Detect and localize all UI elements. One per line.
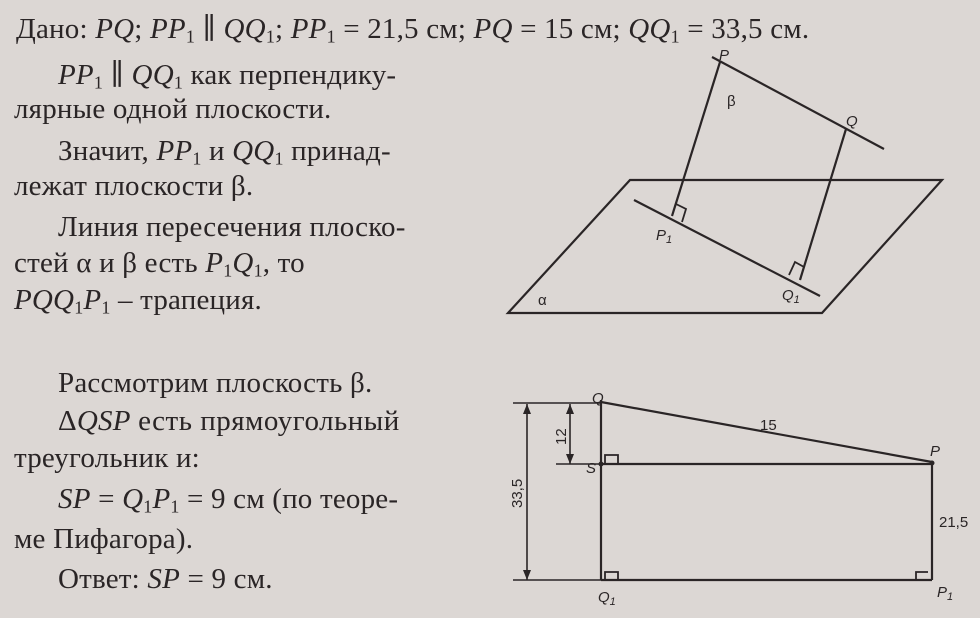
beta: β xyxy=(230,170,246,202)
sub: 1 xyxy=(170,496,180,517)
sub: 1 xyxy=(93,72,104,93)
text: как перпендику- xyxy=(190,59,397,91)
sub: 1 xyxy=(670,26,680,47)
qq1: QQ xyxy=(232,135,275,167)
sub: 1 xyxy=(192,148,202,169)
parallel-symbol: ∥ xyxy=(202,13,217,45)
arrow-qs-top xyxy=(566,404,574,414)
parallel-symbol: ∥ xyxy=(110,59,125,91)
q1-letter: Q xyxy=(782,287,794,304)
sub: 1 xyxy=(143,496,153,517)
text: и xyxy=(99,247,115,279)
right-angle-s xyxy=(605,455,618,464)
p1: P xyxy=(83,284,102,316)
text: = 9 см (по теоре- xyxy=(187,483,399,515)
given-pq-value: = 15 см; xyxy=(520,13,621,45)
sub: 1 xyxy=(74,297,84,318)
pp1: PP xyxy=(156,135,193,167)
arrow-qq1-bottom xyxy=(523,570,531,580)
sep: ; xyxy=(134,13,143,45)
label-len-pp1: 21,5 xyxy=(939,514,969,531)
p1: P xyxy=(152,483,171,515)
pp1: PP xyxy=(58,59,94,91)
p1-letter: P xyxy=(937,584,948,601)
text: = xyxy=(98,483,115,515)
given-label: Дано: xyxy=(16,13,88,45)
q1: Q xyxy=(122,483,144,515)
given-qq1-value: = 33,5 см. xyxy=(687,13,810,45)
given-qq1-len: QQ xyxy=(628,13,671,45)
pqq1: PQQ xyxy=(14,284,75,316)
given-pq-len: PQ xyxy=(473,13,513,45)
beta: β xyxy=(350,367,365,399)
label-p: P xyxy=(719,47,730,64)
arrow-qs-bottom xyxy=(566,454,574,464)
text: и xyxy=(208,135,225,167)
text: есть прямоугольный xyxy=(138,405,400,437)
text: треугольник и: xyxy=(14,442,200,474)
given-pp1-value: = 21,5 см; xyxy=(343,13,467,45)
text: лежат плоскости xyxy=(14,170,224,202)
text: . xyxy=(364,367,373,399)
p1-letter: P xyxy=(656,227,667,244)
qsp: QSP xyxy=(76,405,131,437)
sub: 1 xyxy=(666,234,673,246)
given-pq: PQ xyxy=(95,13,135,45)
q1: Q xyxy=(232,247,254,279)
label-p: P xyxy=(930,443,941,460)
text: – трапеция. xyxy=(117,284,262,316)
sub: 1 xyxy=(223,260,233,281)
sub: 1 xyxy=(326,26,336,47)
text: Линия пересечения плоско- xyxy=(58,211,406,243)
text: = 9 см. xyxy=(187,563,273,595)
sub: 1 xyxy=(185,26,195,47)
text: лярные одной плоскости. xyxy=(14,93,332,125)
point-s xyxy=(599,462,604,467)
given-pp1-len: PP xyxy=(290,13,327,45)
beta: β xyxy=(122,247,138,279)
label-s: S xyxy=(586,460,597,477)
right-angle-p1 xyxy=(916,572,928,580)
alpha: α xyxy=(76,247,92,279)
label-len-qs: 12 xyxy=(553,428,570,445)
text: , то xyxy=(262,247,305,279)
text: Рассмотрим плоскость xyxy=(58,367,343,399)
sub: 1 xyxy=(265,26,275,47)
right-angle-q1 xyxy=(605,572,618,580)
arrowheads xyxy=(523,404,935,580)
sub: 1 xyxy=(101,297,111,318)
delta: Δ xyxy=(58,405,77,437)
text: . xyxy=(245,170,254,202)
p1: P xyxy=(205,247,224,279)
label-len-qq1: 33,5 xyxy=(509,478,526,508)
label-q: Q xyxy=(846,113,858,130)
label-p1 xyxy=(937,584,953,603)
text: ме Пифагора). xyxy=(14,523,194,555)
sp: SP xyxy=(58,483,91,515)
arrow-qq1-top xyxy=(523,404,531,414)
text: принад- xyxy=(291,135,391,167)
given-qq1: QQ xyxy=(223,13,266,45)
sub: 1 xyxy=(947,591,954,603)
label-beta: β xyxy=(727,93,736,110)
text: Ответ: xyxy=(58,563,140,595)
point-p xyxy=(930,461,935,466)
qq1: QQ xyxy=(131,59,174,91)
sub: 1 xyxy=(253,260,263,281)
sub: 1 xyxy=(609,596,616,608)
text: Значит, xyxy=(58,135,150,167)
label-alpha: α xyxy=(538,292,547,309)
sub: 1 xyxy=(173,72,184,93)
sep: ; xyxy=(275,13,284,45)
label-q: Q xyxy=(592,390,604,407)
sub: 1 xyxy=(793,294,800,306)
sp: SP xyxy=(147,563,181,595)
label-len-pq: 15 xyxy=(760,417,777,434)
text: стей xyxy=(14,247,69,279)
given-pp1: PP xyxy=(149,13,186,45)
sub: 1 xyxy=(274,148,284,169)
label-q1 xyxy=(598,589,616,608)
text: есть xyxy=(144,247,198,279)
q1-letter: Q xyxy=(598,589,610,606)
